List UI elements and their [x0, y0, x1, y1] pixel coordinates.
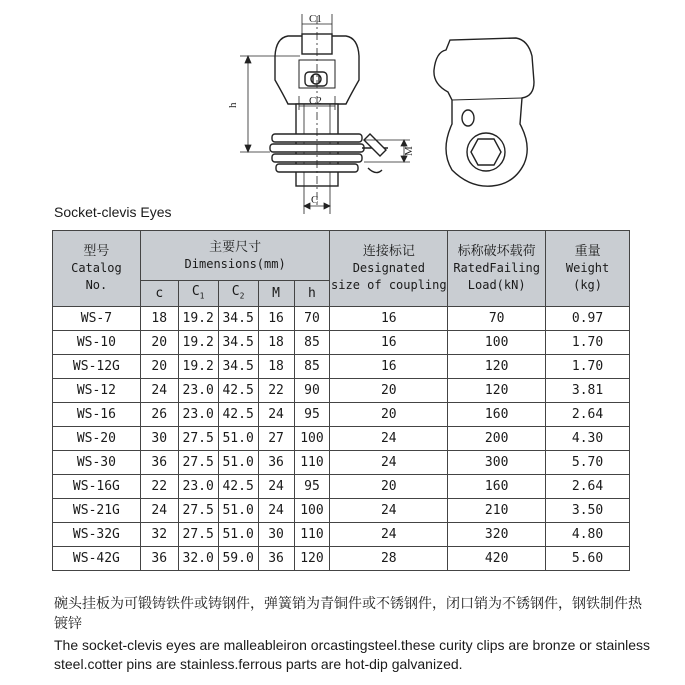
cell-c2: 59.0: [218, 547, 258, 571]
table-row: [53, 403, 630, 427]
header-dim-en: Dimensions(mm): [184, 256, 286, 271]
table-row: [53, 331, 630, 355]
header-dim-zh: 主要尺寸: [209, 239, 262, 255]
header-c2: [218, 281, 258, 307]
cell-h: 85: [294, 355, 330, 379]
front-view: [270, 16, 388, 206]
cell-model: WS-32G: [53, 523, 141, 547]
header-model-en1: Catalog: [71, 261, 122, 275]
cell-h: 95: [294, 403, 330, 427]
cell-model: WS-16G: [53, 475, 141, 499]
cell-h: 100: [294, 427, 330, 451]
cell-c: 22: [140, 475, 178, 499]
cell-h: 120: [294, 547, 330, 571]
cell-c1: 27.5: [178, 499, 218, 523]
header-c2-sub: 2: [239, 291, 245, 301]
table-row: [53, 427, 630, 451]
cell-coupling: 20: [330, 379, 448, 403]
cell-load: 120: [448, 355, 546, 379]
cell-c: 26: [140, 403, 178, 427]
dim-label-c: C: [311, 194, 319, 206]
cell-m: 36: [258, 451, 294, 475]
header-weight-en2: (kg): [573, 278, 603, 292]
cell-c2: 51.0: [218, 499, 258, 523]
table-row: [53, 547, 630, 571]
cell-c1: 19.2: [178, 355, 218, 379]
cell-model: WS-21G: [53, 499, 141, 523]
header-load-en2: Load(kN): [467, 278, 526, 292]
spec-table: [52, 230, 630, 571]
table-row: [53, 355, 630, 379]
cell-c2: 34.5: [218, 307, 258, 331]
cell-c1: 19.2: [178, 307, 218, 331]
cell-load: 160: [448, 475, 546, 499]
table-row: [53, 451, 630, 475]
note-chinese: 碗头挂板为可锻铸铁件或铸钢件，弹簧销为青铜件或不锈钢件，闭口销为不锈钢件，钢铁制件热镀锌: [54, 596, 642, 632]
header-model-zh: 型号: [83, 244, 110, 259]
table-row: [53, 475, 630, 499]
header-coupling: [330, 231, 448, 307]
cell-model: WS-12: [53, 379, 141, 403]
header-weight: [546, 231, 630, 307]
dim-label-m: M: [403, 146, 415, 156]
cell-c1: 23.0: [178, 475, 218, 499]
cell-m: 18: [258, 331, 294, 355]
cell-coupling: 16: [330, 331, 448, 355]
cell-c1: 27.5: [178, 427, 218, 451]
cell-h: 100: [294, 499, 330, 523]
cell-model: WS-7: [53, 307, 141, 331]
cell-coupling: 24: [330, 499, 448, 523]
cell-c2: 51.0: [218, 427, 258, 451]
table-body: [53, 307, 630, 571]
table-row: [53, 307, 630, 331]
header-model: [53, 231, 141, 307]
cell-weight: 3.81: [546, 379, 630, 403]
cell-weight: 4.80: [546, 523, 630, 547]
cell-coupling: 24: [330, 427, 448, 451]
cell-c1: 27.5: [178, 451, 218, 475]
cell-m: 24: [258, 403, 294, 427]
table-row: [53, 379, 630, 403]
cell-c: 24: [140, 379, 178, 403]
header-weight-zh: 重量: [574, 244, 601, 259]
cell-m: 22: [258, 379, 294, 403]
cell-c1: 27.5: [178, 523, 218, 547]
cell-c: 20: [140, 355, 178, 379]
technical-drawing: [0, 0, 685, 215]
header-load-zh: 标称破坏载荷: [457, 244, 536, 259]
cell-c2: 51.0: [218, 523, 258, 547]
cell-weight: 1.70: [546, 331, 630, 355]
cell-m: 18: [258, 355, 294, 379]
cell-m: 16: [258, 307, 294, 331]
header-load: [448, 231, 546, 307]
cell-c: 32: [140, 523, 178, 547]
cell-load: 210: [448, 499, 546, 523]
cell-load: 320: [448, 523, 546, 547]
cell-c1: 32.0: [178, 547, 218, 571]
cell-load: 100: [448, 331, 546, 355]
cell-model: WS-20: [53, 427, 141, 451]
cell-c2: 42.5: [218, 475, 258, 499]
cell-h: 110: [294, 451, 330, 475]
cell-c2: 34.5: [218, 331, 258, 355]
header-c2-main: C: [231, 283, 240, 299]
cell-model: WS-10: [53, 331, 141, 355]
dim-label-c1: C1: [309, 13, 322, 25]
header-load-en1: RatedFailing: [453, 261, 541, 275]
header-coupling-zh: 连接标记: [362, 244, 415, 259]
cell-m: 27: [258, 427, 294, 451]
cell-c: 24: [140, 499, 178, 523]
cell-model: WS-30: [53, 451, 141, 475]
cell-model: WS-16: [53, 403, 141, 427]
header-model-en2: No.: [85, 278, 108, 292]
cell-model: WS-12G: [53, 355, 141, 379]
cell-weight: 2.64: [546, 475, 630, 499]
cell-coupling: 28: [330, 547, 448, 571]
cell-coupling: 20: [330, 403, 448, 427]
dim-label-c2: C2: [309, 95, 322, 107]
cell-load: 300: [448, 451, 546, 475]
cell-load: 200: [448, 427, 546, 451]
cell-c1: 19.2: [178, 331, 218, 355]
header-c1-main: C: [191, 283, 200, 299]
header-coupling-en2: size of coupling: [331, 278, 447, 292]
header-c1: [178, 281, 218, 307]
cell-h: 95: [294, 475, 330, 499]
header-dimensions: [140, 231, 330, 281]
cell-load: 70: [448, 307, 546, 331]
cell-coupling: 16: [330, 355, 448, 379]
cell-c2: 34.5: [218, 355, 258, 379]
cell-c: 30: [140, 427, 178, 451]
cell-weight: 5.70: [546, 451, 630, 475]
cell-load: 120: [448, 379, 546, 403]
dim-label-h: h: [227, 102, 239, 108]
cell-coupling: 24: [330, 451, 448, 475]
cell-coupling: 24: [330, 523, 448, 547]
header-c: c: [140, 281, 178, 307]
cell-c: 36: [140, 451, 178, 475]
note-english: The socket-clevis eyes are malleableiron orcastingsteel.these curity clips are bronze or stainless steel.cotter pins are stainless.ferrous parts are hot-dip galvanized.: [54, 637, 651, 672]
cell-c: 20: [140, 331, 178, 355]
side-view: [434, 38, 534, 186]
cell-load: 420: [448, 547, 546, 571]
cell-m: 30: [258, 523, 294, 547]
cell-model: WS-42G: [53, 547, 141, 571]
cell-h: 70: [294, 307, 330, 331]
cell-h: 90: [294, 379, 330, 403]
cell-load: 160: [448, 403, 546, 427]
cell-c2: 51.0: [218, 451, 258, 475]
header-c1-sub: 1: [199, 291, 205, 301]
cell-m: 36: [258, 547, 294, 571]
cell-coupling: 16: [330, 307, 448, 331]
table-row: [53, 523, 630, 547]
header-h: h: [294, 281, 330, 307]
cell-h: 110: [294, 523, 330, 547]
cell-m: 24: [258, 475, 294, 499]
cell-coupling: 20: [330, 475, 448, 499]
cell-weight: 5.60: [546, 547, 630, 571]
table-row: [53, 499, 630, 523]
cell-m: 24: [258, 499, 294, 523]
header-weight-en1: Weight: [565, 261, 610, 275]
cell-c2: 42.5: [218, 379, 258, 403]
header-m: M: [258, 281, 294, 307]
cell-c: 36: [140, 547, 178, 571]
cell-c2: 42.5: [218, 403, 258, 427]
cell-weight: 2.64: [546, 403, 630, 427]
cell-c1: 23.0: [178, 379, 218, 403]
cell-c1: 23.0: [178, 403, 218, 427]
cell-weight: 1.70: [546, 355, 630, 379]
cell-h: 85: [294, 331, 330, 355]
cell-weight: 3.50: [546, 499, 630, 523]
cell-c: 18: [140, 307, 178, 331]
cell-weight: 4.30: [546, 427, 630, 451]
cell-weight: 0.97: [546, 307, 630, 331]
header-coupling-en1: Designated: [352, 261, 425, 275]
drawing-caption: Socket-clevis Eyes: [54, 204, 172, 220]
